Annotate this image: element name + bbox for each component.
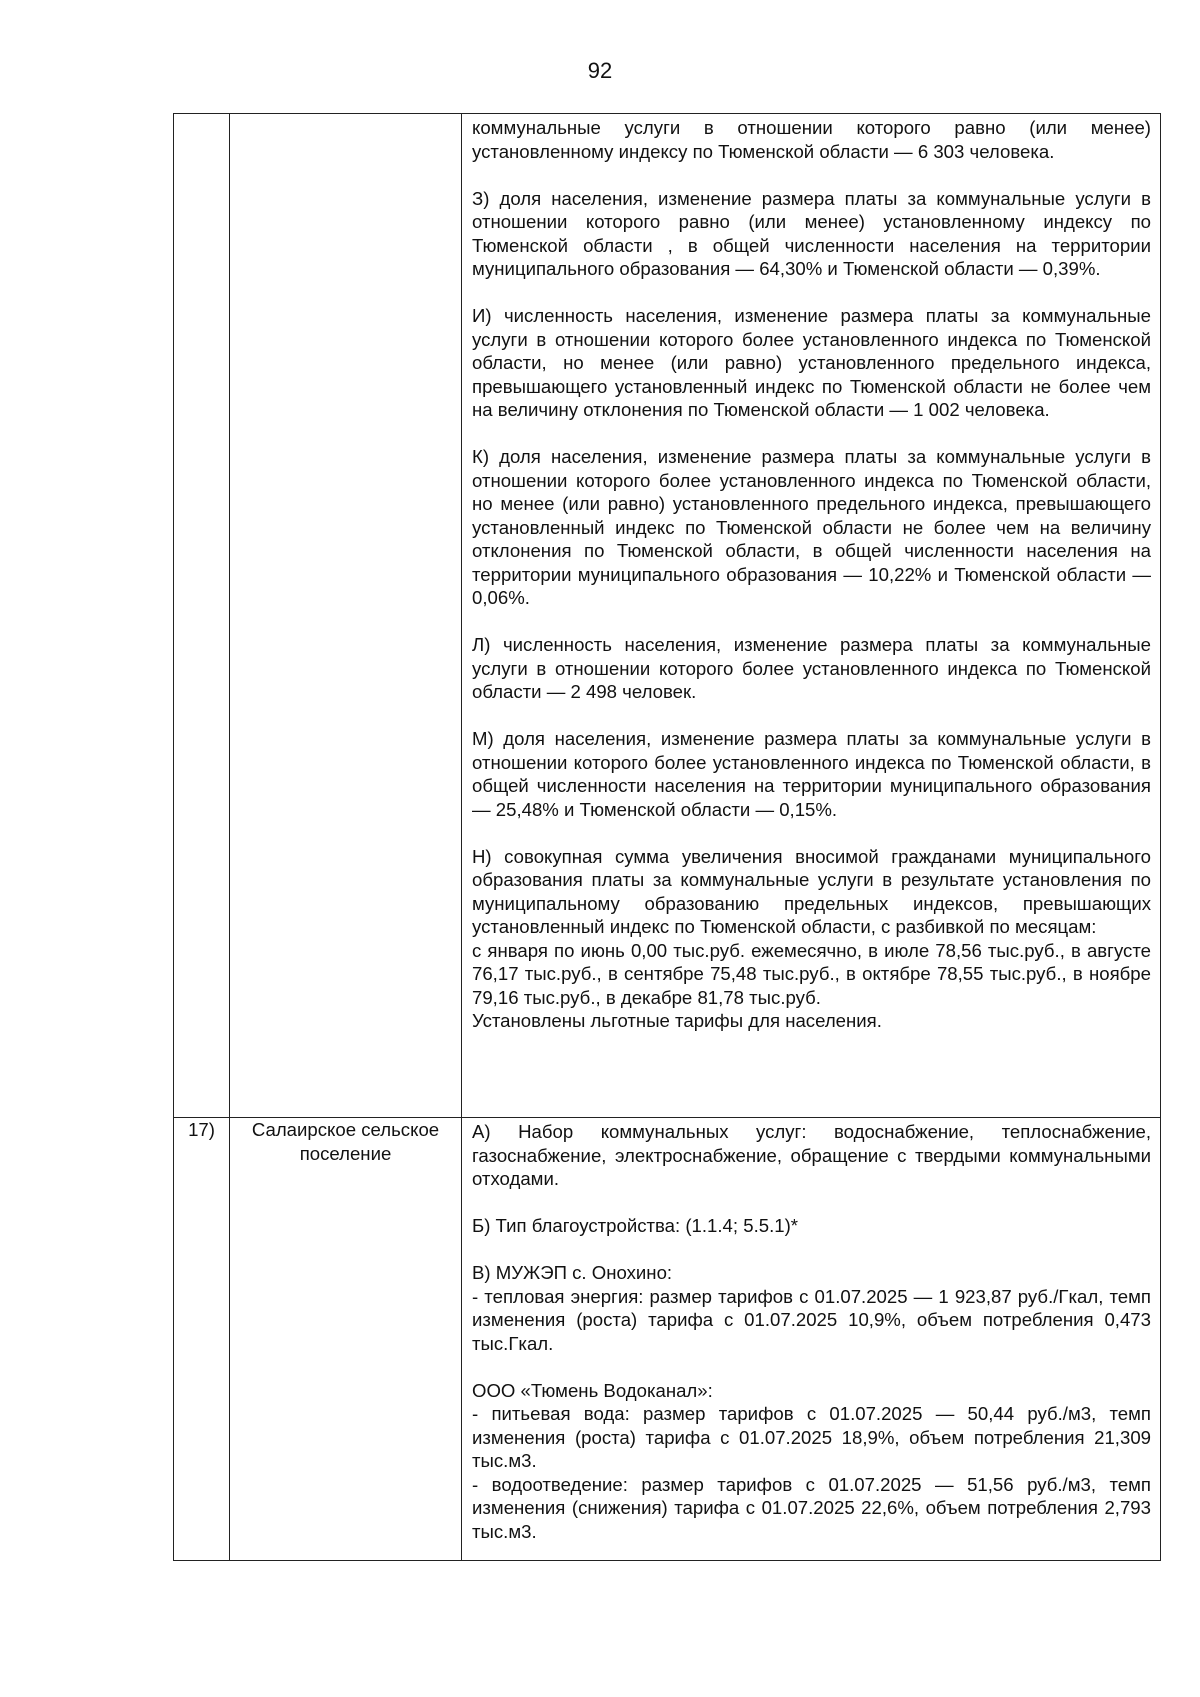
paragraph: А) Набор коммунальных услуг: водоснабжение, теплоснабжение, газоснабжение, электроснабжение, обращение с твердыми коммунальными отходами.: [472, 1121, 1151, 1189]
paragraph: ООО «Тюмень Водоканал»:: [472, 1379, 713, 1401]
tariff-table: [173, 113, 1161, 1561]
paragraph: коммунальные услуги в отношении которого равно (или менее) установленному индексу по Тюменской области — 6 303 человека.: [472, 117, 1151, 162]
settlement-name-cell: Салаирское сельское поселение: [230, 1118, 462, 1561]
paragraph: - водоотведение: размер тарифов с 01.07.2025 — 51,56 руб./м3, темп изменения (снижения) тарифа с 01.07.2025 22,6%, объем потребления 2,793 тыс.м3.: [472, 1473, 1151, 1542]
paragraph: З) доля населения, изменение размера платы за коммунальные услуги в отношении которого равно (или менее) установленному индексу по Тюменской области , в общей численности населения на территории муниципального образования — 64,30% и Тюменской области — 0,39%.: [472, 187, 1151, 279]
table-row: [174, 1118, 1161, 1561]
settlement-name-cell: [230, 114, 462, 1118]
description-cell: [462, 1118, 1161, 1561]
description-cell: [462, 114, 1161, 1118]
paragraph: Л) численность населения, изменение размера платы за коммунальные услуги в отношении которого более установленного индекса по Тюменской области — 2 498 человек.: [472, 634, 1151, 702]
paragraph: Установлены льготные тарифы для населения.: [472, 1010, 882, 1031]
paragraph: Н) совокупная сумма увеличения вносимой гражданами муниципального образования платы за коммунальные услуги в результате установления по муниципальному образованию предельных индексов, превышающих установленный индекс по Тюменской области, с разбивкой по месяцам:: [472, 845, 1151, 937]
row-number-cell: [174, 114, 230, 1118]
table-row: [174, 114, 1161, 1118]
paragraph: - питьевая вода: размер тарифов с 01.07.2025 — 50,44 руб./м3, темп изменения (роста) тарифа с 01.07.2025 18,9%, объем потребления 21,309 тыс.м3.: [472, 1403, 1151, 1471]
paragraph: - тепловая энергия: размер тарифов с 01.07.2025 — 1 923,87 руб./Гкал, темп изменения (роста) тарифа с 01.07.2025 10,9%, объем потребления 0,473 тыс.Гкал.: [472, 1285, 1151, 1354]
paragraph: с января по июнь 0,00 тыс.руб. ежемесячно, в июле 78,56 тыс.руб., в августе 76,17 тыс.руб., в сентябре 75,48 тыс.руб., в октябре 78,55 тыс.руб., в ноябре 79,16 тыс.руб., в декабре 81,78 тыс.руб.: [472, 939, 1151, 1008]
paragraph: И) численность населения, изменение размера платы за коммунальные услуги в отношении которого более установленного индекса по Тюменской области, но менее (или равно) установленного предельного индекса, превышающего установленный индекс по Тюменской области не более чем на величину отклонения по Тюменской области — 1 002 человека.: [472, 305, 1151, 420]
page-number: 92: [587, 58, 613, 83]
paragraph: Б) Тип благоустройства: (1.1.4; 5.5.1)*: [472, 1215, 799, 1236]
paragraph: М) доля населения, изменение размера платы за коммунальные услуги в отношении которого более установленного индекса по Тюменской области, в общей численности населения на территории муниципального образования — 25,48% и Тюменской области — 0,15%.: [472, 728, 1151, 820]
paragraph: К) доля населения, изменение размера платы за коммунальные услуги в отношении которого более установленного индекса по Тюменской области, но менее (или равно) установленного предельного индекса, превышающего установленный индекс по Тюменской области не более чем на величину отклонения по Тюменской области, в общей численности населения на территории муниципального образования — 10,22% и Тюменской области — 0,06%.: [472, 446, 1151, 608]
paragraph: В) МУЖЭП с. Онохино:: [472, 1262, 673, 1283]
row-number-cell: 17): [174, 1118, 230, 1561]
